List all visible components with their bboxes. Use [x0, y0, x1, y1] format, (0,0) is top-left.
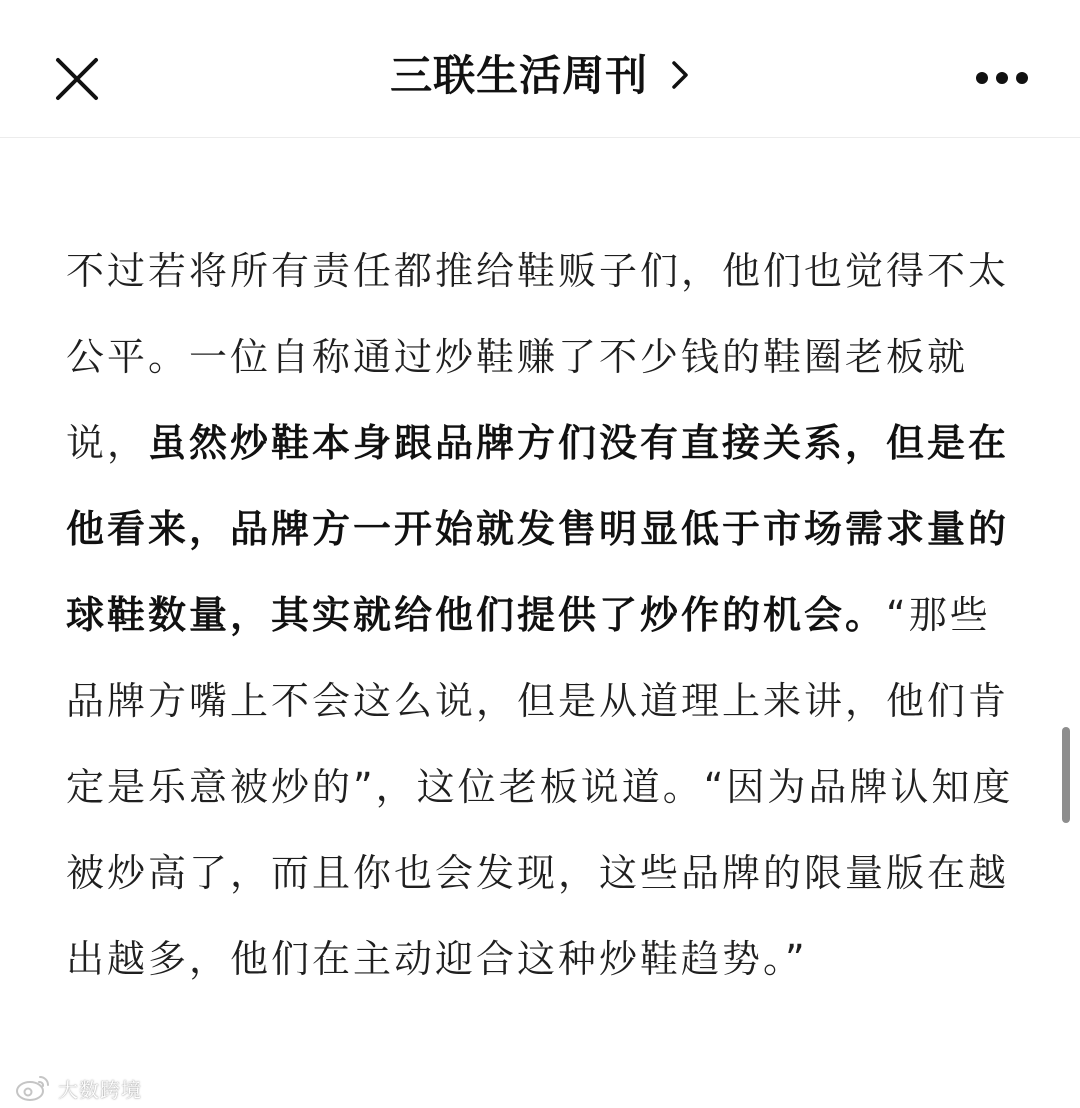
- more-horizontal-icon-dot: [1016, 72, 1028, 84]
- more-horizontal-icon: [976, 72, 988, 84]
- article-body: [66, 228, 1016, 1002]
- article-text: 不过若将所有责任都推给鞋贩子们，他们也觉得不太公平。一位自称通过炒鞋赚了不少钱的鞋圈老板就说，: [66, 249, 1010, 465]
- scrollbar-thumb[interactable]: [1062, 727, 1070, 823]
- chevron-right-icon: [670, 59, 690, 91]
- article-quote-text: “那些品牌方嘴上不会这么说，但是从道理上来讲，他们肯定是乐意被炒的”，这位老板说道。“因为品牌认知度被炒高了，而且你也会发现，这些品牌的限量版在越出越多，他们在主动迎合这种炒鞋趋势。”: [66, 593, 1014, 981]
- watermark: [14, 1071, 142, 1105]
- more-options-button[interactable]: [972, 64, 1032, 94]
- account-title-link[interactable]: [0, 46, 1080, 106]
- more-horizontal-icon-dot: [996, 72, 1008, 84]
- article-paragraph: [66, 228, 1016, 1002]
- weibo-logo-icon: [14, 1073, 52, 1103]
- account-name: 三联生活周刊: [390, 51, 649, 100]
- watermark-text: 大数跨境: [58, 1077, 142, 1102]
- article-bold-text: 虽然炒鞋本身跟品牌方们没有直接关系，但是在他看来，品牌方一开始就发售明显低于市场需求量的球鞋数量，其实就给他们提供了炒作的机会。: [66, 421, 1010, 637]
- top-navbar: [0, 0, 1080, 138]
